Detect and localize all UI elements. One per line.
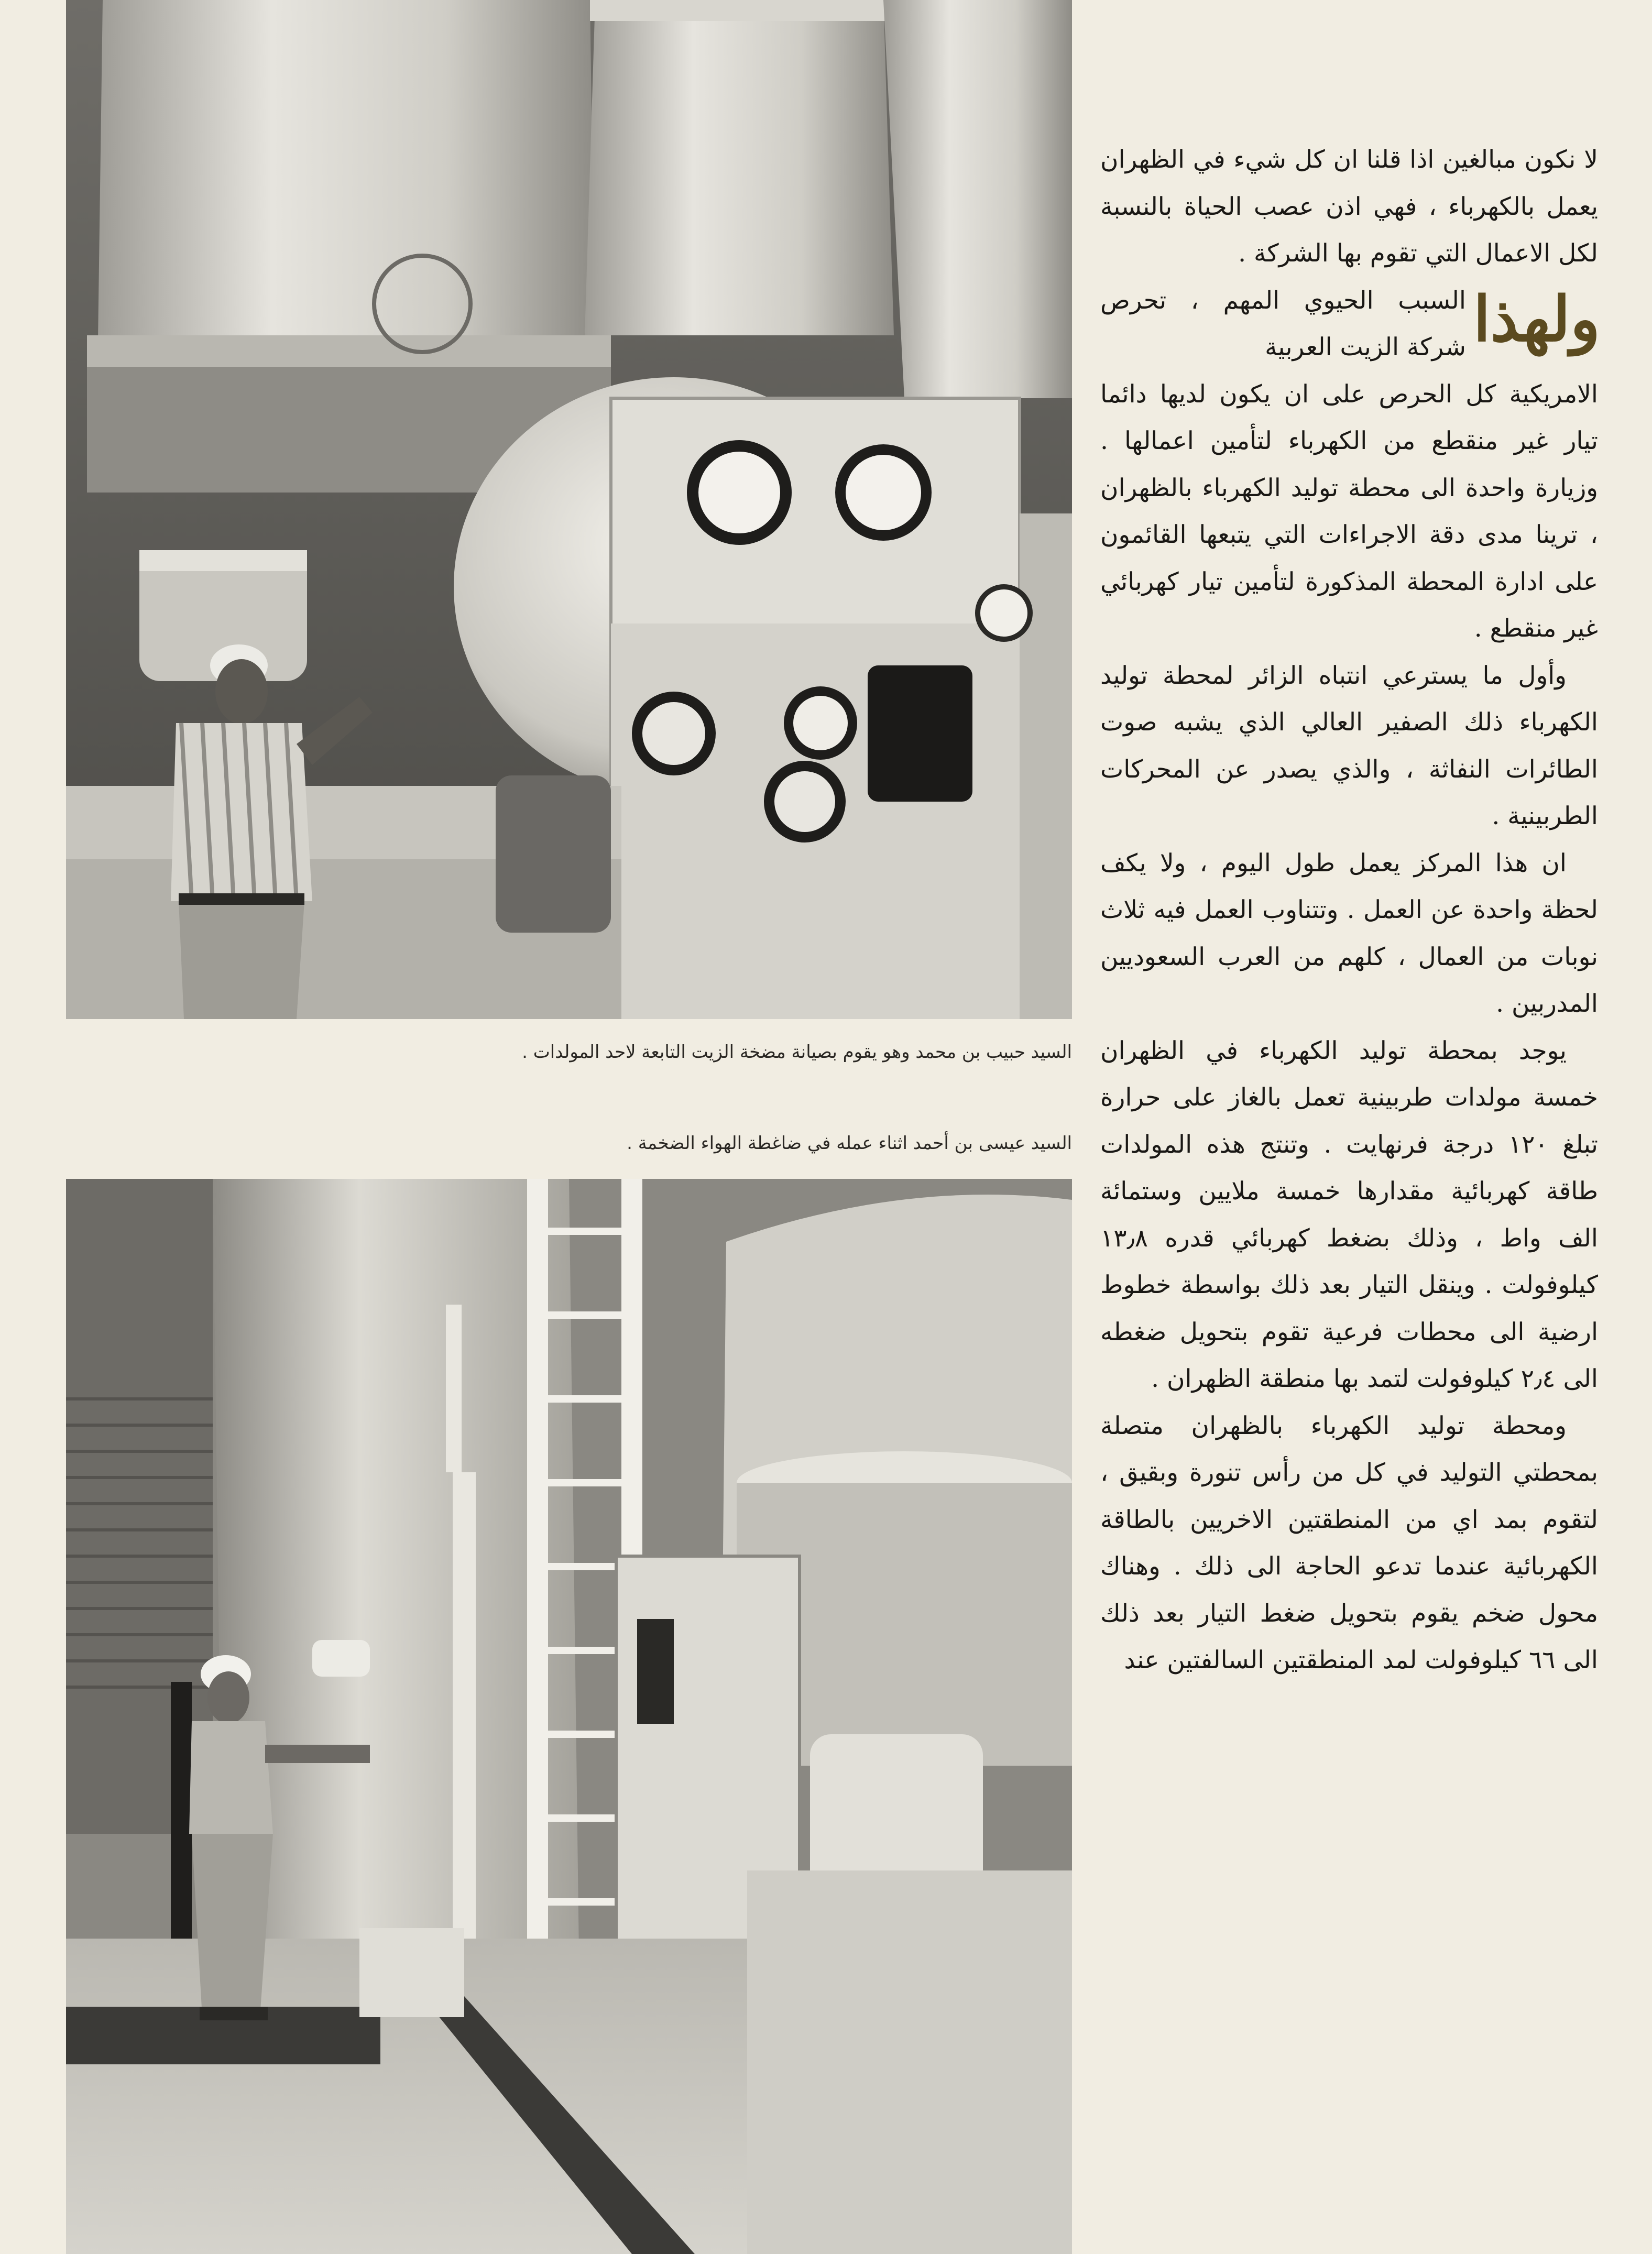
caption-bottom: السيد عيسى بن أحمد اثناء عمله في ضاغطة الهواء الضخمة . [627, 1133, 1072, 1154]
article-dropcap-lead: السبب الحيوي المهم ، تحرص شركة الزيت العربية [1100, 286, 1466, 362]
article-paragraph-4: ان هذا المركز يعمل طول اليوم ، ولا يكف لحظة واحدة عن العمل . وتتناوب العمل فيه ثلاث نوبات من العمال ، كلهم من العرب السعوديين المدربين . [1100, 848, 1598, 1018]
dropcap-word: ولهذا [1473, 282, 1600, 355]
article-paragraph-2: الامريكية كل الحرص على ان يكون لديها دائما تيار غير منقطع من الكهرباء لتأمين اعمالها . وزيارة واحدة الى محطة توليد الكهرباء بالظهران ، ترينا مدى دقة الاجراءات التي يتبعها القائمون على ادارة المحطة المذكورة لتأمين تيار كهربائي غير منقطع . [1100, 379, 1598, 643]
article-paragraph-5: يوجد بمحطة توليد الكهرباء في الظهران خمسة مولدات طربينية تعمل بالغاز على حرارة تبلغ ١٢٠ درجة فرنهايت . وتنتج هذه المولدات طاقة كهربائية مقدارها خمسة ملايين وستمائة الف واط ، وذلك بضغط كهربائي قدره ١٣٫٨ كيلوفولت . وينقل التيار بعد ذلك بواسطة خطوط ارضية الى محطات فرعية تقوم بتحويل ضغطه الى ٢٫٤ كيلوفولت لتمد بها منطقة الظهران . [1100, 1036, 1599, 1393]
photo-generator-maintenance [66, 0, 1072, 1019]
caption-top: السيد حبيب بن محمد وهو يقوم بصيانة مضخة الزيت التابعة لاحد المولدات . [522, 1042, 1072, 1063]
article-dropcap-block [1100, 277, 1598, 371]
article-paragraph-intro: لا نكون مبالغين اذا قلنا ان كل شيء في الظهران يعمل بالكهرباء ، فهي اذن عصب الحياة بالنسبة لكل الاعمال التي تقوم بها الشركة . [1100, 145, 1598, 268]
generator-hall-illustration [66, 0, 1072, 1019]
article-paragraph-3: وأول ما يسترعي انتباه الزائر لمحطة توليد الكهرباء ذلك الصفير العالي الذي يشبه صوت الطائرات النفاثة ، والذي يصدر عن المحركات الطربينية . [1100, 661, 1598, 830]
photo-air-compressor [66, 1179, 1072, 2254]
air-compressor-illustration [66, 1179, 1072, 2254]
article-paragraph-6: ومحطة توليد الكهرباء بالظهران متصلة بمحطتي التوليد في كل من رأس تنورة وبقيق ، لتقوم بمد اي من المنطقتين الاخريين بالطاقة الكهربائية عندما تدعو الحاجة الى ذلك . وهناك محول ضخم يقوم بتحويل ضغط التيار بعد ذلك الى ٦٦ كيلوفولت لمد المنطقتين السالفتين عند [1100, 1411, 1598, 1675]
article-body [1100, 136, 1598, 1684]
